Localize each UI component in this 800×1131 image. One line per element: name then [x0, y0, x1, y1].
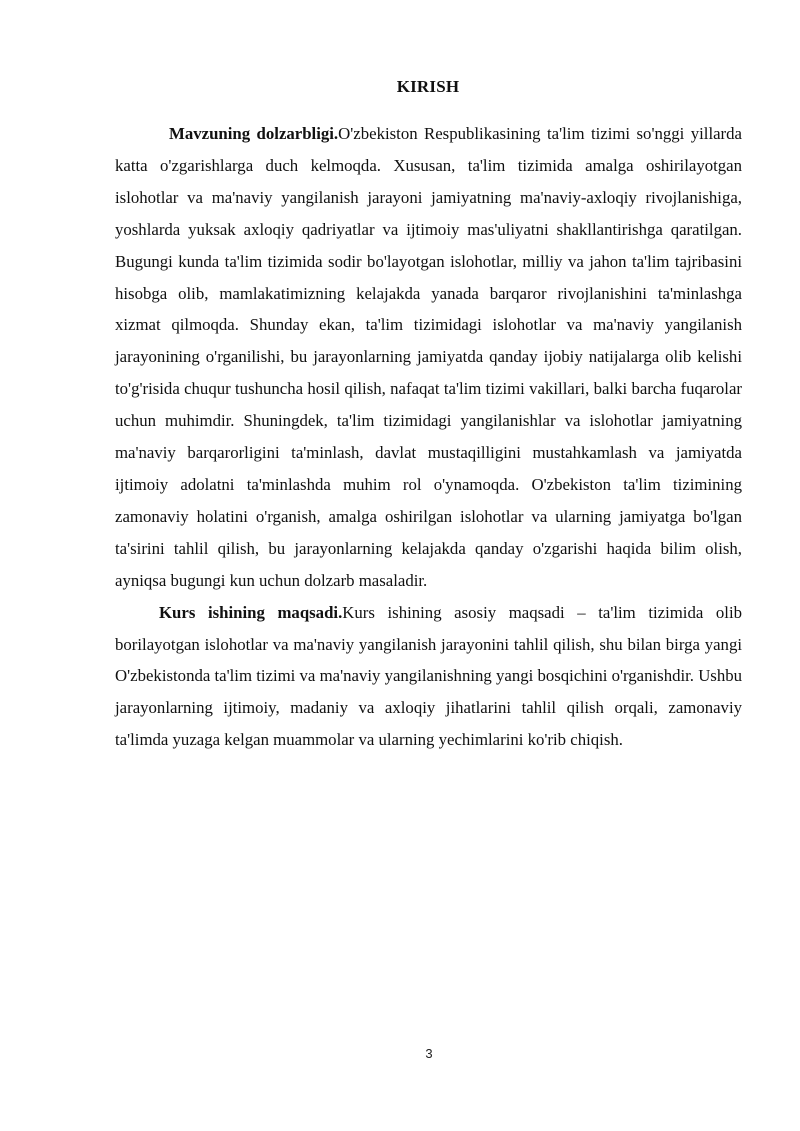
- paragraph-text-purpose: Kurs ishining asosiy maqsadi – ta'lim tizimida olib borilayotgan islohotlar va ma'naviy yangilanish jarayonini tahlil qilish, shu bilan birga yangi O'zbekistonda ta'lim tizimi va ma'naviy yangilanishning yangi bosqichini o'rganishdir. Ushbu jarayonlarning ijtimoiy, madaniy va axloqiy jihatlarini tahlil qilish orqali, zamonaviy ta'limda yuzaga kelgan muammolar va ularning yechimlarini ko'rib chiqish.: [115, 602, 743, 750]
- paragraph-lead-relevance: Mavzuning dolzarbligi.: [169, 124, 339, 143]
- paragraph-text-relevance: O'zbekiston Respublikasining ta'lim tizimi so'nggi yillarda katta o'zgarishlarga duch kelmoqda. Xususan, ta'lim tizimida amalga oshirilayotgan islohotlar va ma'naviy yangilanish jarayoni jamiyatning ma'naviy-axloqiy rivojlanishiga, yoshlarda yuksak axloqiy qadriyatlar va ijtimoiy mas'uliyatni shakllantirishga qaratilgan. Bugungi kunda ta'lim tizimida sodir bo'layotgan islohotlar, milliy va jahon ta'lim tajribasini hisobga olib, mamlakatimizning kelajakda yanada barqaror rivojlanishini ta'minlashga xizmat qilmoqda. Shunday ekan, ta'lim tizimidagi islohotlar va ma'naviy yangilanish jarayonining o'rganilishi, bu jarayonlarning jamiyatda qanday ijobiy natijalarga olib kelishi to'g'risida chuqur tushuncha hosil qilish, nafaqat ta'lim tizimi vakillari, balki barcha fuqarolar uchun muhimdir. Shuningdek, ta'lim tizimidagi yangilanishlar va islohotlar jamiyatning ma'naviy barqarorligini ta'minlash, davlat mustaqilligini mustahkamlash va jamiyatda ijtimoiy adolatni ta'minlashda muhim rol o'ynamoqda. O'zbekiston ta'lim tizimining zamonaviy holatini o'rganish, amalga oshirilgan islohotlar va ularning jamiyatga bo'lgan ta'sirini tahlil qilish, bu jarayonlarning kelajakda qanday o'zgarishi haqida bilim olish, ayniqsa bugungi kun uchun dolzarb masaladir.: [115, 124, 742, 590]
- section-title: KIRISH: [396, 77, 460, 96]
- paragraph-lead-purpose: Kurs ishining maqsadi.: [159, 602, 343, 622]
- page-number: 3: [425, 1046, 433, 1061]
- paragraph-purpose: [115, 597, 742, 757]
- document-body: [115, 118, 742, 756]
- paragraph-relevance: [115, 118, 742, 597]
